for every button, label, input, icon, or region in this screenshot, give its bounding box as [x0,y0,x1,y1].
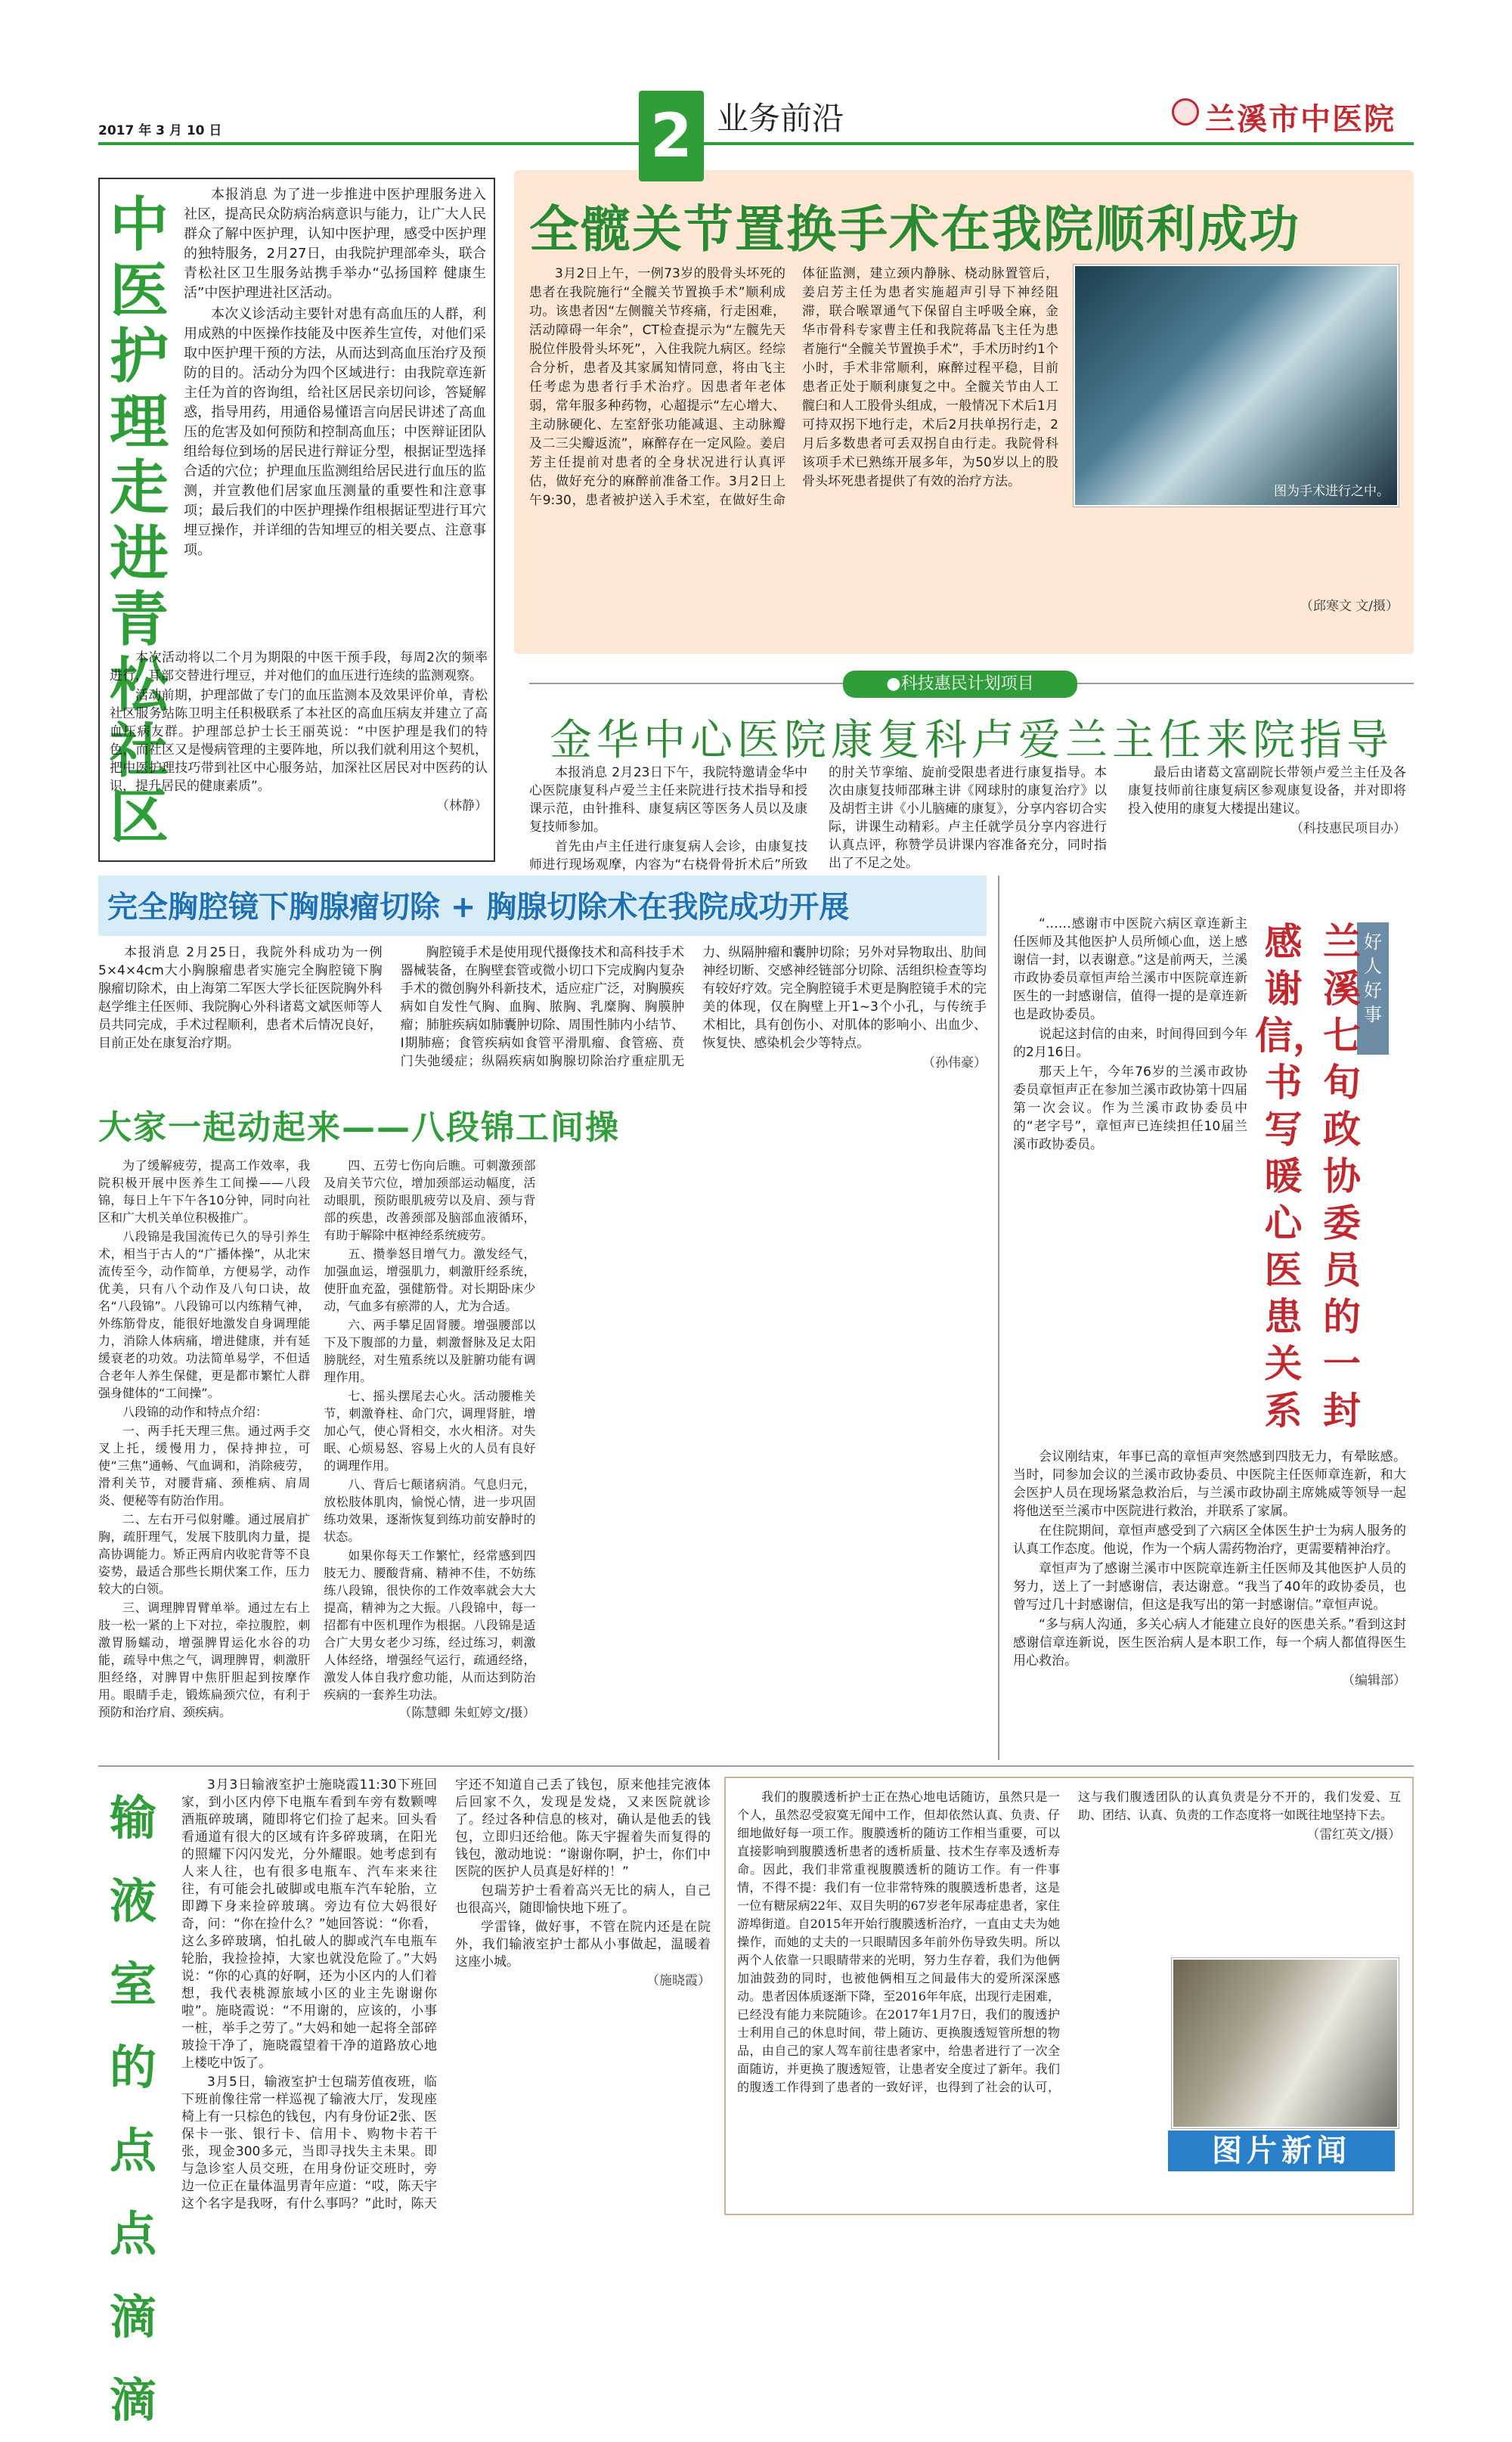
paragraph: 本报消息 2月23日下午，我院特邀请金华中心医院康复科卢爱兰主任来院进行技术指导和授课示范，由针推科、康复病区等医务人员以及康复技师参加。 [529,765,807,835]
article-rehab-body [529,764,1406,874]
article-letter-title-a: 兰溪七旬政协委员的一封 [1323,920,1361,1433]
article-community-title: 中医护理走进青松社区 [109,191,169,851]
article-thymus-body [98,944,987,1072]
article-baduanjin-body [98,1157,987,1746]
byline: （雷红英文/摄） [1306,1827,1401,1842]
paragraph: 四、五劳七伤向后瞧。可刺激颈部及肩关节穴位，增加颈部运动幅度，活动眼肌，预防眼肌疲劳以及肩、颈与背部的疾患，改善颈部及脑部血液循环，有助于解除中枢神经系统疲劳。 [324,1158,536,1242]
paragraph: 八段锦的动作和特点介绍： [122,1405,268,1419]
paragraph: “……感谢市中医院六病区章连新主任医师及其他医护人员所倾心血，送上感谢信一封，以表谢意。”这是前两天，兰溪市政协委员章恒声给兰溪市中医院章连新医生的一封感谢信，值得一提的是章连新也是政协委员。 [1013,916,1247,1022]
divider [98,1765,1414,1767]
paragraph: 如果你每天工作繁忙，经常感到四肢无力、腰酸背痛、精神不佳，不妨练练八段锦，很快你的工作效率就会大大提高，精神为之大振。八段锦中，每一招都有中医机理作为根据。八段锦是适合广大男女老少习练，经过练习，刺激人体经络，增强经气运行，疏通经络，激发人体自我疗愈功能，从而达到防治疾病的一套养生功法。 [324,1548,536,1702]
paragraph: 本报消息 2月25日，我院外科成功为一例5×4×4cm大小胸腺瘤患者实施完全胸腔镜下胸腺瘤切除术，由上海第二军医大学长征医院胸外科赵学维主任医师、我院胸心外科诸葛文斌医师等人员共同完成，手术过程顺利，患者术后情况良好，目前正处在康复治疗期。 [98,945,383,1051]
paragraph: 本报消息 为了进一步推进中医护理服务进入社区，提高民众防病治病意识与能力，让广大人民群众了解中医护理，认知中医护理，感受中医护理的独特服务，2月27日，由我院护理部牵头，联合青松社区卫生服务站携手举办“弘扬国粹 健康生活”中医护理进社区活动。 [184,187,486,301]
article-letter-body [1013,915,1247,1155]
project-banner: ●科技惠民计划项目 [843,671,1077,698]
paragraph: 包瑞芳护士看着高兴无比的病人，自己也很高兴，随即愉快地下班了。 [455,1883,711,1916]
paragraph: 为了缓解疲劳，提高工作效率，我院积极开展中医养生工间操——八段锦，每日上午下午各10分钟，同时向社区和广大机关单位积极推广。 [98,1158,311,1225]
hospital-name: 兰溪市中医院 [1205,101,1396,137]
byline: （林静） [436,798,488,813]
page-number-badge: 2 [639,91,704,181]
issue-date: 2017 年 3 月 10 日 [98,123,222,138]
paragraph: 最后由诸葛文富副院长带领卢爱兰主任及各康复技师前往康复病区参观康复设备，并对即将投入使用的康复大楼提出建议。 [1128,765,1406,817]
paragraph: 会议刚结束，年事已高的章恒声突然感到四肢无力，有晕眩感。当时，同参加会议的兰溪市政协委员、中医院主任医师章连新，和大会医护人员在现场紧急救治后，与兰溪市政协副主席姚威等领导一起将他送至兰溪市中医院进行救治，并联系了家属。 [1013,1449,1406,1519]
article-hip-title: 全髋关节置换手术在我院顺利成功 [529,200,1300,259]
paragraph: 胸腔镜手术是使用现代摄像技术和高科技手术器械装备，在胸壁套管或微小切口下完成胸内复杂手术的微创胸外科新技术，适应症广泛，对胸膜疾病如自发性气胸、血胸、脓胸、乳糜胸、胸膜肿瘤；肺脏疾病如肺囊肿切除、周围性肺内小结节、I期肺癌；食管疾病如食管平滑肌瘤、食管癌、贲门失弛缓症；纵隔疾病如胸腺切除治疗重症肌无力、纵隔肿瘤和囊肿切除；另外对异物取出、肋间神经切断、交感神经链部分切除、活组织检查等均有较好疗效。完全胸腔镜手术更是胸腔镜手术的完美的体现，仅在胸壁上开1~3个小孔，与传统手术相比，具有创伤小、对肌体的影响小、出血少、恢复快、感染机会少等特点。 [400,945,987,1069]
paragraph: 八、背后七颠诸病消。气息归元，放松肢体肌肉，愉悦心情，进一步巩固练功效果，逐渐恢复到练功前安静时的状态。 [324,1477,536,1544]
column-divider [998,875,999,1760]
paragraph: “多与病人沟通，多关心病人才能建立良好的医患关系。”看到这封感谢信章连新说，医生医治病人是本职工作，每一个病人都值得医生用心救治。 [1013,1617,1406,1669]
paragraph: 我们的腹膜透析护士正在热心地电话随访，虽然只是一个人，虽然忍受寂寞无闻中工作，但却依然认真、负责、仔细地做好每一项工作。腹膜透析的随访工作相当重要，可以直接影响到腹膜透析患者的透析质量、技术生存率及透析寿命。因此，我们非常重视腹膜透析的随访工作。有一件事情，不得不提：我们有一位非常特殊的腹膜透析患者，这是一位有糖尿病22年、双目失明的67岁老年尿毒症患者，家住游埠街道。自2015年开始行腹膜透析治疗，一直由丈夫为她操作，而她的丈夫的一只眼睛因多年前外伤导致失明。所以两个人依靠一只眼睛带来的光明，努力生存着，我们为他俩加油鼓劲的同时，也被他俩相互之间最伟大的爱所深深感动。患者因体质逐渐下降，至2016年年底，出现行走困难，已经没有能力来院随诊。在2017年1月7日，我们的腹透护士利用自己的休息时间，带上随访、更换腹透短管所想的物品，由自己的家人驾车前往患者家中，给患者进行了一次全面随访，并更换了腹透短管，让患者安全度过了新年。我们的腹透工作得到了患者的一致好评，也得到了社会的认可，这与我们腹透团队的认真负责是分不开的，我们发爱、互助、团结、认真、负责的工作态度将一如既往地坚持下去。 [737,1790,1401,2094]
article-community-body-lower [110,649,488,815]
byline: （编辑部） [1342,1673,1406,1688]
paragraph: 五、攒拳怒目增气力。激发经气，加强血运，增强肌力，刺激肝经系统，使肝血充盈，强健筋骨。对长期卧床少动，气血多有瘀滞的人，尤为合适。 [324,1247,536,1313]
article-infusion-title: 输液室的点点滴滴 [109,1790,156,2428]
photo-news-label: 图片新闻 [1168,2131,1395,2171]
article-infusion-body [181,1777,711,2215]
header-rule [98,142,1414,145]
byline: （陈慧卿 朱虹婷文/摄） [398,1706,536,1721]
paragraph: 说起这封信的由来，时间得回到今年的2月16日。 [1013,1027,1247,1060]
paragraph: 活动前期，护理部做了专门的血压监测本及效果评价单，青松社区服务站陈卫明主任积极联系了本社区的高血压病友并建立了高血压病友群。护理部总护士长王丽英说：“中医护理是我们的特色，而社区又是慢病管理的主要阵地，所以我们就利用这个契机，把中医护理技巧带到社区中心服务站，加深社区居民对中医药的认识，提升居民的健康素质”。 [110,688,488,794]
section-title: 业务前沿 [717,100,844,137]
article-community-body [184,185,486,562]
article-hip-body [529,265,1058,510]
article-baduanjin-title: 大家一起动起来——八段锦工间操 [98,1108,620,1147]
paragraph: 一、两手托天理三焦。通过两手交叉上托，缓慢用力，保持抻拉，可使“三焦”通畅、气血调和，消除疲劳，滑利关节，对腰背痛、颈椎病、肩周炎、便秘等有防治作用。 [98,1424,311,1508]
byline: （邱寒文 文/摄） [1300,599,1399,614]
paragraph: 学雷锋，做好事，不管在院内还是在院外，我们输液室护士都从小事做起，温暖着这座小城。 [455,1920,711,1969]
paragraph: 3月2日上午，一例73岁的股骨头坏死的患者在我院施行“全髋关节置换手术”顺利成功。该患者因“左侧髋关节疼痛，行走困难，活动障碍一年余”，CT检查提示为“左髋先天脱位伴股骨头坏死”，入住我院九病区。经综合分析，患者及其家属知情同意，将由飞主任考虑为患者行手术治疗。因患者年老体弱，常年服多种药物，心超提示“左心增大、主动脉硬化、左室舒张功能减退、主动脉瓣及二三尖瓣返流”，麻醉存在一定风险。姜启芳主任提前对患者的全身状况进行认真评估，做好充分的麻醉前准备工作。3月2日上午9:30，患者被护送入手术室，在做好生命体征监测，建立颈内静脉、桡动脉置管后，姜启芳主任为患者实施超声引导下神经阻滞，联合喉罩通气下保留自主呼吸全麻，金华市骨科专家曹主任和我院蒋晶飞主任为患者施行“全髋关节置换手术”，手术历时约1个小时，手术非常顺利，麻醉过程平稳，目前患者正处于顺利康复之中。全髋关节由人工髋臼和人工股骨头组成，一般情况下术后1月可持双拐下地行走，术后2月扶单拐行走，2月后多数患者可丢双拐自由行走。我院骨科该项手术已熟练开展多年，为50岁以上的股骨头坏死患者提供了有效的治疗方法。 [529,266,1058,508]
article-hip-side [1074,514,1399,616]
byline: （孙伟豪） [922,1055,987,1071]
paragraph: 章恒声为了感谢兰溪市中医院章连新主任医师及其他医护人员的努力，送上了一封感谢信，表达谢意。“我当了40年的政协委员，也曾写过几十封感谢信，但这是我写出的第一封感谢信。”章恒声说。 [1013,1561,1406,1613]
paragraph: 3月3日输液室护士施晓霞11:30下班回家，到小区内停下电瓶车看到车旁有数颗啤酒瓶碎玻璃，随即将它们捡了起来。回头看看通道有很大的区域有许多碎玻璃，在阳光的照耀下闪闪发光，分外耀眼。她考虑到有人来人往，也有很多电瓶车、汽车来来往往，有可能会扎破脚或电瓶车汽车轮胎，立即蹲下身来捡碎玻璃。旁边有位大妈很好奇，问：“你在捡什么？”她回答说：“你看，这么多碎玻璃，怕扎破人的脚或汽车电瓶车轮胎，我捡捡掉，大家也就没危险了。”大妈说：“你的心真的好啊，还为小区内的人们着想，我代表桃源旅域小区的业主先谢谢你啦”。施晓霞说：“不用谢的，应该的，小事一桩，举手之劳了。”大妈和她一起将全部碎玻捡干净了，施晓霞望着干净的道路放心地上楼吃中饭了。 [181,1777,437,2071]
article-rehab-title: 金华中心医院康复科卢爱兰主任来院指导 [550,716,1393,765]
paragraph: 本次义诊活动主要针对患有高血压的人群，利用成熟的中医操作技能及中医养生宣传，对他们采取中医护理干预的方法，从而达到高血压治疗及预防的目的。活动分为四个区域进行：由我院章连新主任为首的咨询组，给社区居民亲切问诊，答疑解惑，指导用药，用通俗易懂语言向居民讲述了高血压的危害及如何预防和控制高血压；中医辩证团队组给每位到场的居民进行辩证分型，根据证型选择合适的穴位；护理血压监测组给居民进行血压的监测，并宣教他们居家血压测量的重要性和注意事项；最后我们的中医护理操作组根据证型进行耳穴埋豆操作，并详细的告知埋豆的相关要点、注意事项。 [184,306,486,558]
paragraph: 八段锦是我国流传已久的导引养生术，相当于古人的“广播体操”，从北宋流传至今，动作简单，方便易学，动作优美，只有八个动作及八句口诀，故名“八段锦”。八段锦可以内练精气神，外练筋骨皮，能很好地激发自身调理能力，消除人体病痛，增进健康，并有延缓衰老的功效。功法简单易学，不但适合老年人养生保健，更是都市繁忙人群强身健体的“工间操”。 [98,1229,311,1400]
paragraph: 那天上午，今年76岁的兰溪市政协委员章恒声正在参加兰溪市政协第十四届第一次会议。作为兰溪市政协委员中的“老字号”，章恒声已连续担任10届兰溪市政协委员。 [1013,1065,1247,1152]
byline: （施晓霞） [646,1973,711,1988]
byline: （科技惠民项目办） [1290,821,1406,836]
surgery-photo [1074,265,1399,507]
good-deeds-tag: 好人好事 [1357,922,1389,1055]
paragraph: 本次活动将以二个月为期限的中医干预手段，每周2次的频率进行，耳部交替进行埋豆，并对他们的血压进行连续的监测观察。 [110,650,488,683]
paragraph: 二、左右开弓似射雕。通过展肩扩胸，疏肝理气，发展下肢肌肉力量，提高协调能力。矫正两肩内收驼背等不良姿势，最适合那些长期伏案工作，压力较大的白领。 [98,1512,311,1596]
article-letter-title-b: 感谢信，书写暖心医患关系 [1255,920,1331,1433]
paragraph: 七、摇头摆尾去心火。活动腰椎关节，刺激脊柱、命门穴，调理肾脏，增加心气，使心肾相交，水火相济。对失眠、心烦易怒、容易上火的人员有良好的调理作用。 [324,1389,536,1473]
paragraph: 3月5日，输液室护士包瑞芳值夜班，临下班前像往常一样巡视了输液大厅，发现座椅上有一只棕色的钱包，内有身份证2张、医保卡一张、银行卡、信用卡、购物卡若干张，现金300多元，当即寻找失主未果。即与急诊室人员交班，在用身份证交班时，旁边一位正在量体温男青年应道：“哎，陈天宇这个名字是我呀，有什么事吗？”此时，陈天宇还不知道自己丢了钱包，原来他挂完液体后回家不久，发现是发烧，又来医院就诊了。经过各种信息的核对，确认是他丢的钱包，立即归还给他。陈天宇握着失而复得的钱包，激动地说：“谢谢你啊，护士，你们中医院的医护人员真是好样的！” [181,1777,711,2211]
article-letter-body-lower [1013,1448,1406,1690]
paragraph: 在住院期间，章恒声感受到了六病区全体医生护士为病人服务的认真工作态度。他说，作为一个病人需药物治疗，更需要精神治疗。 [1013,1523,1406,1557]
paragraph: 首先由卢主任进行康复病人会诊，由康复技师进行现场观摩，内容为“右桡骨骨折术后”所致的肘关节挛缩、旋前受限患者进行康复指导。本次由康复技师邵琳主讲《网球肘的康复治疗》以及胡哲主讲《小儿脑瘫的康复》，分享内容切合实际，讲课生动精彩。卢主任就学员分享内容进行认真点评，称赞学员讲课内容准备充分，同时指出了不足之处。 [529,765,1107,872]
hospital-logo-icon [1172,98,1199,126]
paragraph: 六、两手攀足固肾腰。增强腰部以下及下腹部的力量，刺激督脉及足太阳膀胱经，对生殖系统以及脏腑功能有调理作用。 [324,1318,536,1384]
nurse-phone-photo [1172,1958,1399,2128]
article-thymus-title: 完全胸腔镜下胸腺瘤切除 + 胸腺切除术在我院成功开展 [107,890,850,925]
paragraph: 三、调理脾胃臂单举。通过左右上肢一松一紧的上下对拉，牵拉腹腔，刺激胃肠蠕动，增强脾胃运化水谷的功能，疏导中焦之气，调理脾胃，刺激肝胆经络，对脾胃中焦肝胆起到按摩作用。眼睛手走，锻炼扁颈穴位，有利于预防和治疗肩、颈疾病。 [98,1601,311,1719]
photo-caption: 图为手术进行之中。 [1274,484,1390,499]
